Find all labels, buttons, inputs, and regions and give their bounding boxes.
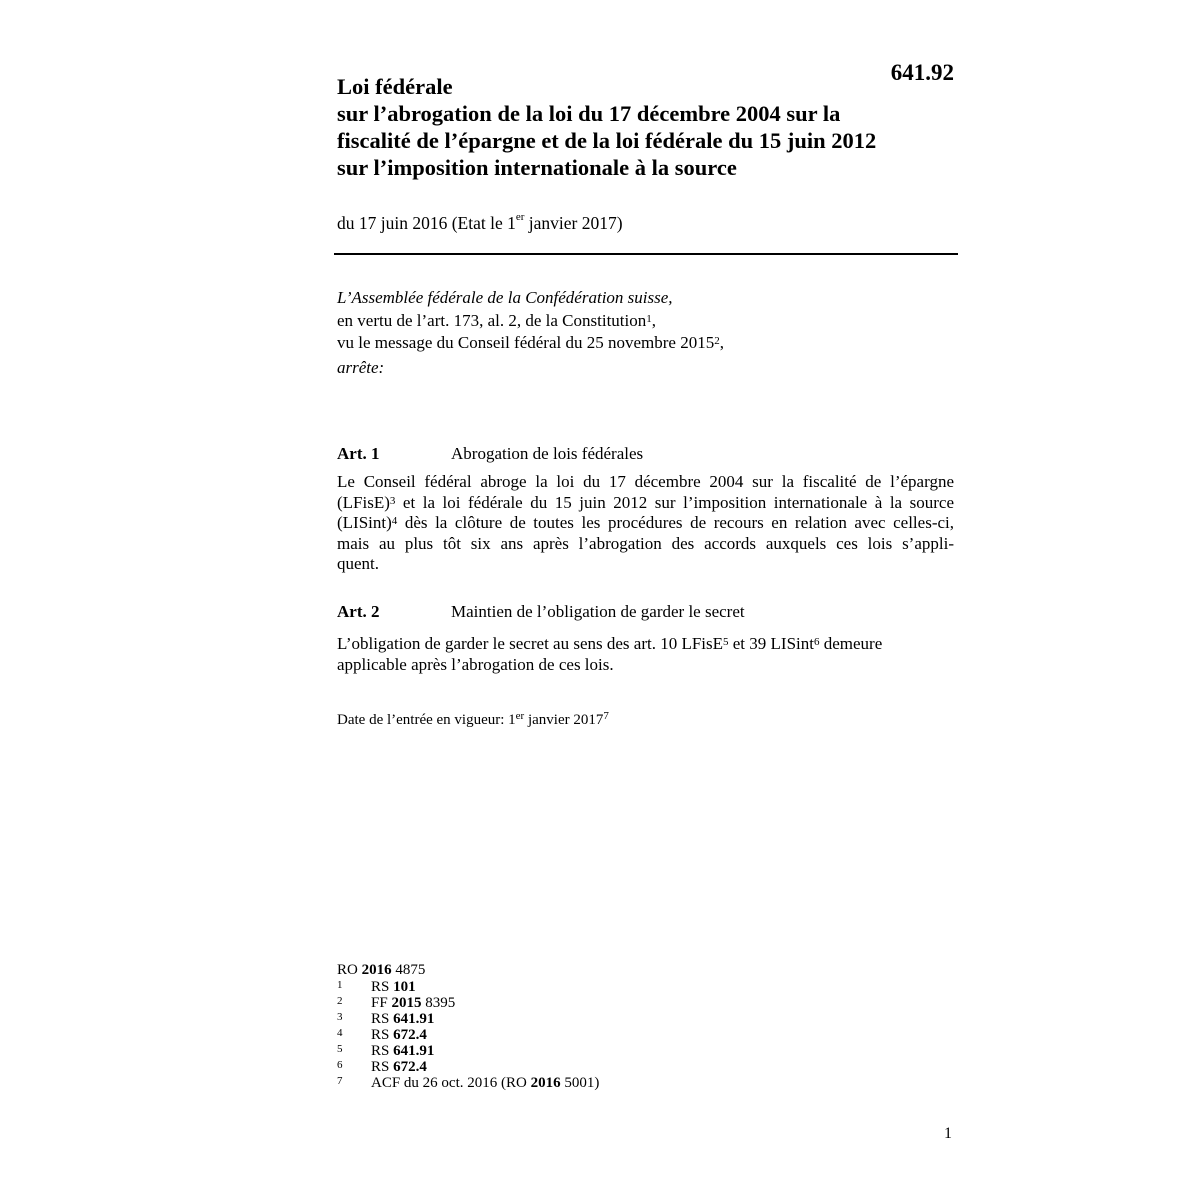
commencement-date	[337, 712, 609, 729]
article-1-line: quent.	[337, 554, 380, 573]
footnote-prefix: RS	[371, 1043, 394, 1059]
article-2-line	[337, 634, 954, 655]
article-1-text: dès la clôture de toutes les procédures de recours en relation avec celles-ci,	[397, 513, 954, 532]
page-number: 1	[944, 1125, 952, 1142]
article-2-text: demeure	[819, 634, 883, 653]
footnote-number: 6	[337, 1059, 343, 1071]
footnote-bold: 672.4	[393, 1027, 427, 1043]
commencement-text-end: janvier 2017	[524, 712, 604, 728]
footnote-bold: 2015	[391, 995, 422, 1011]
footnote-item	[337, 1059, 599, 1075]
footnote-ref-6[interactable]: 6	[813, 636, 820, 648]
document-date	[337, 213, 623, 234]
footnote-prefix: RS	[371, 1011, 394, 1027]
footnote-prefix: RO	[337, 962, 362, 978]
footnote-number: 7	[337, 1075, 343, 1087]
preamble-basis-end: ,	[651, 310, 656, 330]
footnote-ref-5[interactable]: 5	[723, 636, 729, 648]
footnote-ref-7[interactable]: 7	[603, 710, 609, 722]
preamble-assembly: L’Assemblée fédérale de la Confédération suisse,	[337, 288, 673, 307]
footnote-number: 3	[337, 1011, 343, 1023]
footnote-item	[337, 1011, 599, 1027]
footnote-prefix: ACF du 26 oct. 2016 (RO	[371, 1075, 531, 1091]
article-2-heading: Maintien de l’obligation de garder le secret	[451, 602, 745, 621]
footnote-ref-3[interactable]: 3	[389, 494, 396, 507]
preamble-message-end: ,	[719, 333, 724, 352]
footnote-prefix: RS	[371, 979, 394, 995]
sr-number: 641.92	[890, 60, 954, 85]
article-1-text: et la loi fédérale du 15 juin 2012 sur l’imposition internationale à la source	[395, 492, 954, 512]
footnote-number: 5	[337, 1043, 343, 1055]
title-line: sur l’abrogation de la loi du 17 décembre 2004 sur la	[337, 101, 841, 126]
footnote-ref-4[interactable]: 4	[391, 515, 398, 527]
article-1-line	[337, 513, 954, 534]
horizontal-rule	[334, 253, 958, 255]
article-1-line: mais au plus tôt six ans après l’abrogation des accords auxquels ces lois s’appli-	[337, 533, 954, 553]
footnote-bold: 101	[393, 979, 416, 995]
document-title	[337, 73, 917, 181]
date-text: du 17 juin 2016 (Etat le 1	[337, 213, 516, 233]
footnote-prefix: RS	[371, 1059, 394, 1075]
footnote-item	[337, 1027, 599, 1043]
footnote-item	[337, 995, 599, 1011]
preamble-message	[337, 332, 724, 355]
date-text-end: janvier 2017)	[524, 213, 623, 233]
date-superscript: er	[515, 211, 525, 223]
article-1-line	[337, 493, 954, 514]
article-1-header	[337, 444, 643, 464]
preamble	[337, 287, 724, 379]
footnote-bold: 2016	[530, 1075, 561, 1091]
footnotes	[337, 962, 599, 1091]
footnote-number: 2	[337, 995, 343, 1007]
title-line: Loi fédérale	[337, 74, 453, 99]
preamble-decree: arrête:	[337, 357, 385, 377]
footnote-number: 1	[337, 979, 343, 991]
footnote-ref-1[interactable]: 1	[646, 312, 652, 325]
commencement-superscript: er	[515, 710, 525, 722]
article-1-heading: Abrogation de lois fédérales	[451, 444, 644, 463]
footnote-number: 4	[337, 1027, 343, 1039]
footnote-suffix: 4875	[391, 962, 426, 978]
title-line: fiscalité de l’épargne et de la loi fédérale du 15 juin 2012	[337, 128, 877, 153]
article-1-line: Le Conseil fédéral abroge la loi du 17 décembre 2004 sur la fiscalité de l’épargne	[337, 472, 954, 491]
footnote-bold: 641.91	[393, 1011, 435, 1027]
article-2-text: et 39 LISint	[728, 634, 814, 653]
article-1-number: Art. 1	[337, 444, 380, 463]
footnote-item	[337, 1043, 599, 1059]
footnote-bold: 672.4	[393, 1059, 427, 1075]
article-1-text: (LFisE)	[337, 492, 390, 512]
footnote-item	[337, 979, 599, 995]
footnote-ro	[337, 962, 599, 978]
footnote-suffix: 5001)	[560, 1075, 600, 1091]
footnote-prefix: FF	[371, 995, 392, 1011]
preamble-basis	[337, 310, 724, 333]
commencement-text: Date de l’entrée en vigueur: 1	[337, 712, 516, 728]
preamble-basis-text: en vertu de l’art. 173, al. 2, de la Constitution	[337, 310, 647, 330]
article-2-header	[337, 602, 745, 622]
article-1-text: (LISint)	[337, 513, 392, 532]
title-line: sur l’imposition internationale à la source	[337, 155, 737, 180]
footnote-suffix: 8395	[421, 995, 456, 1011]
footnote-item	[337, 1075, 599, 1091]
article-2-text: L’obligation de garder le secret au sens des art. 10 LFisE	[337, 634, 724, 653]
footnote-prefix: RS	[371, 1027, 394, 1043]
article-1-body	[337, 472, 954, 575]
footnote-bold: 2016	[361, 962, 392, 978]
footnote-bold: 641.91	[393, 1043, 435, 1059]
article-2-line: applicable après l’abrogation de ces lois.	[337, 654, 614, 674]
article-2-body	[337, 634, 954, 675]
footnote-ref-2[interactable]: 2	[714, 335, 720, 347]
article-2-number: Art. 2	[337, 602, 380, 621]
preamble-message-text: vu le message du Conseil fédéral du 25 novembre 2015	[337, 333, 715, 352]
